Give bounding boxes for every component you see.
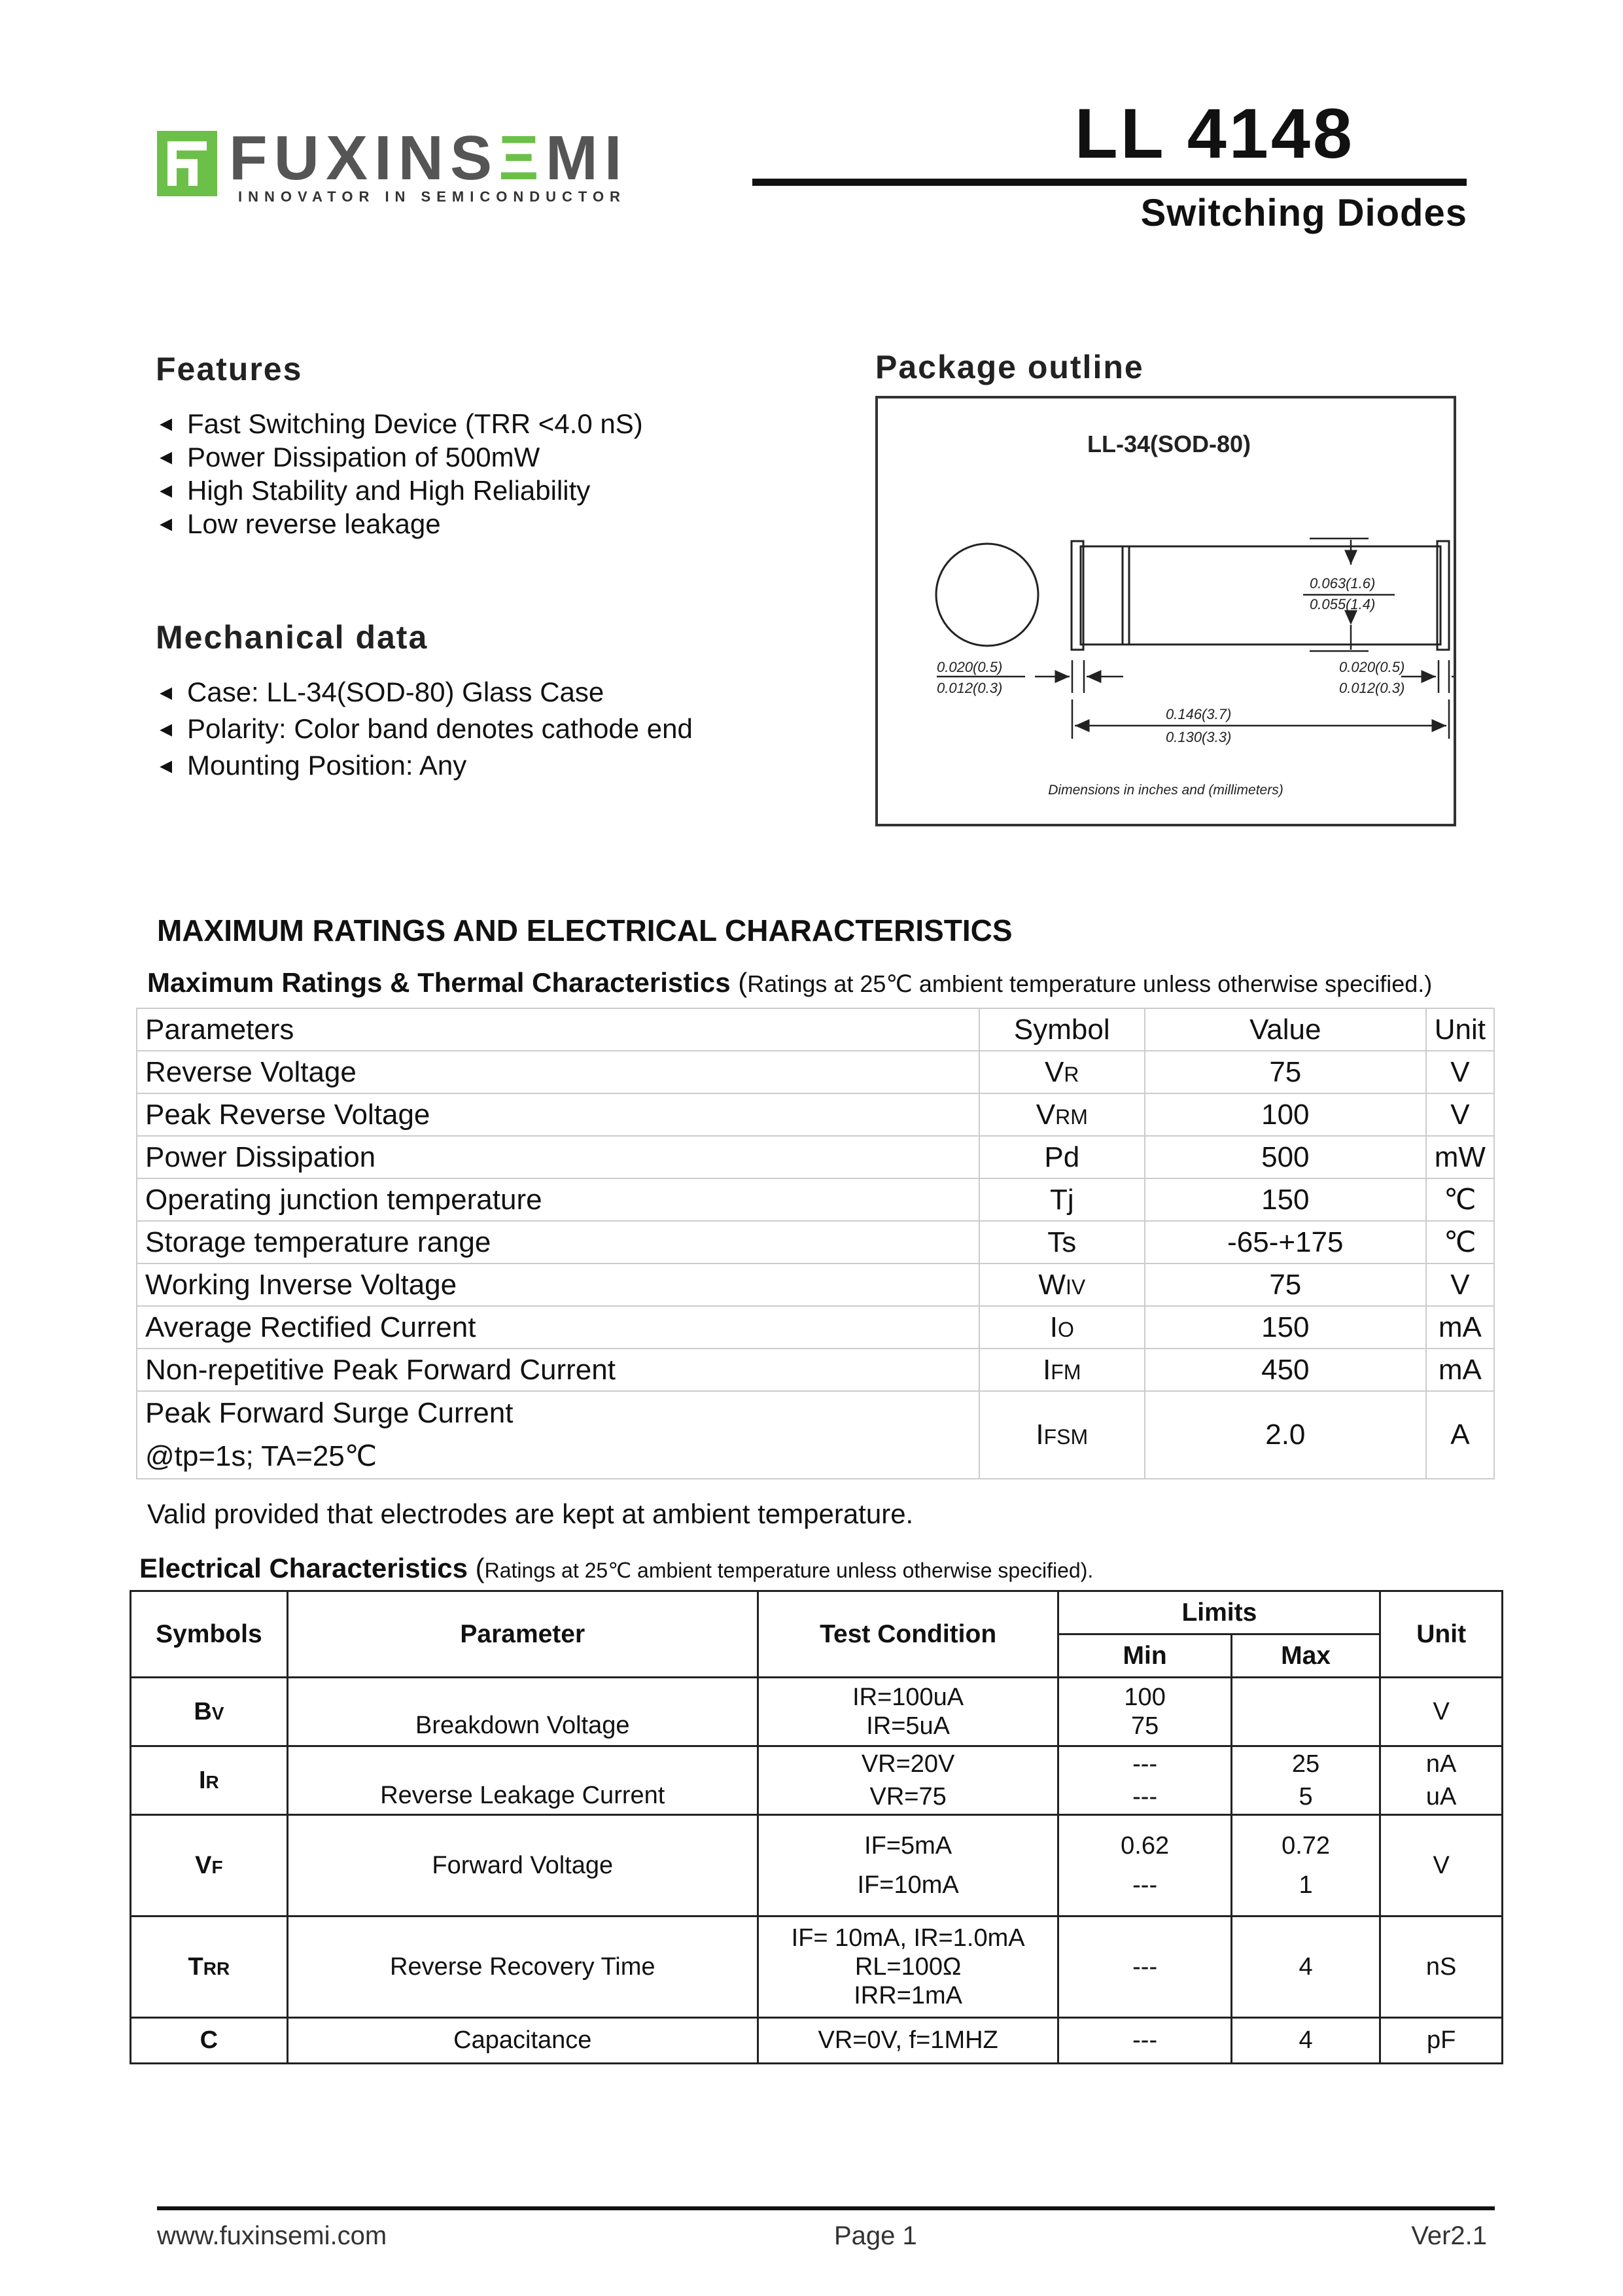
table-header-row bbox=[137, 1008, 1494, 1051]
min-cell: --- bbox=[1058, 2018, 1231, 2064]
test-cell: IF=5mA IF=10mA bbox=[758, 1815, 1058, 1916]
symbol-cell: VRM bbox=[979, 1093, 1145, 1136]
mechanical-heading: Mechanical data bbox=[156, 619, 428, 656]
header-value: Value bbox=[1145, 1008, 1426, 1051]
part-number: LL 4148 bbox=[1074, 94, 1355, 173]
unit-cell: mW bbox=[1426, 1136, 1494, 1178]
list-item: ◂ Fast Switching Device (TRR <4.0 nS) bbox=[156, 407, 643, 440]
param-cell: Reverse Recovery Time bbox=[287, 1916, 758, 2018]
unit-cell: mA bbox=[1426, 1306, 1494, 1349]
min-cell: 100 75 bbox=[1058, 1678, 1231, 1746]
fuxinsemi-logo-icon bbox=[157, 131, 217, 196]
max-cell: 4 bbox=[1231, 1916, 1380, 2018]
list-item: ◂ Power Dissipation of 500mW bbox=[156, 440, 643, 474]
list-item: ◂ High Stability and High Reliability bbox=[156, 474, 643, 507]
table-row bbox=[137, 1221, 1494, 1263]
unit-cell: V bbox=[1380, 1678, 1503, 1746]
table-row bbox=[131, 1815, 1503, 1916]
brand-name: FUXINSΞMI bbox=[229, 123, 629, 193]
package-title: LL-34(SOD-80) bbox=[1087, 431, 1251, 457]
symbol-cell: IFSM bbox=[979, 1391, 1145, 1479]
company-logo bbox=[157, 123, 713, 209]
value-cell: 150 bbox=[1145, 1306, 1426, 1349]
symbol-cell: VR bbox=[979, 1051, 1145, 1093]
param-cell: Non-repetitive Peak Forward Current bbox=[137, 1349, 979, 1391]
table-row bbox=[131, 1916, 1503, 2018]
list-item: ◂ Low reverse leakage bbox=[156, 507, 643, 540]
dimension-note: Dimensions in inches and (millimeters) bbox=[1048, 783, 1283, 798]
param-line: Peak Forward Surge Current bbox=[145, 1397, 514, 1429]
list-item: ◂ Mounting Position: Any bbox=[156, 747, 693, 784]
value-cell: 150 bbox=[1145, 1178, 1426, 1221]
table-row bbox=[131, 1678, 1503, 1746]
dim-length-max: 0.146(3.7) bbox=[1166, 706, 1232, 722]
header-symbol: Symbol bbox=[979, 1008, 1145, 1051]
symbol-cell: IO bbox=[979, 1306, 1145, 1349]
max-ratings-title: Maximum Ratings & Thermal Characteristics (Ratings at 25℃ ambient temperature unless otherwise specified.) bbox=[147, 967, 1433, 998]
dim-right-min: 0.012(0.3) bbox=[1339, 680, 1405, 696]
value-cell: -65-+175 bbox=[1145, 1221, 1426, 1263]
symbol-cell: C bbox=[131, 2018, 288, 2064]
list-item: ◂ Case: LL-34(SOD-80) Glass Case bbox=[156, 674, 693, 711]
unit-cell: ℃ bbox=[1426, 1221, 1494, 1263]
footer-version: Ver2.1 bbox=[1411, 2221, 1487, 2250]
test-cell: VR=20V VR=75 bbox=[758, 1746, 1058, 1815]
param-cell: Breakdown Voltage bbox=[287, 1678, 758, 1746]
test-cell: IR=100uA IR=5uA bbox=[758, 1678, 1058, 1746]
header-symbols: Symbols bbox=[131, 1591, 288, 1678]
document-subtitle: Switching Diodes bbox=[1140, 192, 1467, 234]
table-row bbox=[137, 1051, 1494, 1093]
unit-cell: V bbox=[1380, 1815, 1503, 1916]
table-row bbox=[137, 1391, 1494, 1479]
dim-left-max: 0.020(0.5) bbox=[937, 659, 1003, 675]
param-cell: Peak Reverse Voltage bbox=[137, 1093, 979, 1136]
table-row bbox=[137, 1178, 1494, 1221]
table-row bbox=[137, 1306, 1494, 1349]
header-min: Min bbox=[1058, 1634, 1231, 1678]
table-row bbox=[137, 1093, 1494, 1136]
param-cell: Operating junction temperature bbox=[137, 1178, 979, 1221]
dim-right-max: 0.020(0.5) bbox=[1339, 659, 1405, 675]
unit-cell: nS bbox=[1380, 1916, 1503, 2018]
table-header-row bbox=[131, 1591, 1503, 1634]
electrical-title: Electrical Characteristics (Ratings at 25℃ ambient temperature unless otherwise specified). bbox=[139, 1553, 1094, 1583]
symbol-cell: Ts bbox=[979, 1221, 1145, 1263]
features-heading: Features bbox=[156, 351, 303, 387]
test-cell: IF= 10mA, IR=1.0mA RL=100Ω IRR=1mA bbox=[758, 1916, 1058, 2018]
right-cap-dimension bbox=[1401, 660, 1454, 693]
dim-left-min: 0.012(0.3) bbox=[937, 680, 1003, 696]
diode-end-view bbox=[936, 544, 1038, 646]
unit-cell: V bbox=[1426, 1051, 1494, 1093]
value-cell: 100 bbox=[1145, 1093, 1426, 1136]
symbol-cell: Tj bbox=[979, 1178, 1145, 1221]
symbol-cell: IFM bbox=[979, 1349, 1145, 1391]
param-cell: Forward Voltage bbox=[287, 1815, 758, 1916]
footer-page-number: Page 1 bbox=[834, 2221, 917, 2250]
value-cell: 75 bbox=[1145, 1263, 1426, 1306]
symbol-cell: BV bbox=[131, 1678, 288, 1746]
param-cell: Working Inverse Voltage bbox=[137, 1263, 979, 1306]
value-cell: 2.0 bbox=[1145, 1391, 1426, 1479]
min-cell: --- --- bbox=[1058, 1746, 1231, 1815]
symbol-cell: WIV bbox=[979, 1263, 1145, 1306]
footer-website[interactable]: www.fuxinsemi.com bbox=[157, 2221, 387, 2250]
unit-cell: V bbox=[1426, 1093, 1494, 1136]
section-title: MAXIMUM RATINGS AND ELECTRICAL CHARACTERISTICS bbox=[157, 913, 1013, 947]
mechanical-list bbox=[156, 674, 693, 784]
min-cell: 0.62 --- bbox=[1058, 1815, 1231, 1916]
footer-rule bbox=[157, 2206, 1495, 2210]
header-parameter: Parameter bbox=[287, 1591, 758, 1678]
max-ratings-table bbox=[136, 1008, 1495, 1479]
dim-height-min: 0.055(1.4) bbox=[1310, 596, 1376, 612]
ratings-note: Valid provided that electrodes are kept at ambient temperature. bbox=[147, 1498, 914, 1529]
dim-height-max: 0.063(1.6) bbox=[1310, 575, 1376, 592]
header-unit: Unit bbox=[1426, 1008, 1494, 1051]
symbol-cell: TRR bbox=[131, 1916, 288, 2018]
param-cell: Average Rectified Current bbox=[137, 1306, 979, 1349]
header-parameters: Parameters bbox=[137, 1008, 979, 1051]
param-cell: Power Dissipation bbox=[137, 1136, 979, 1178]
table-row bbox=[137, 1263, 1494, 1306]
header-unit: Unit bbox=[1380, 1591, 1503, 1678]
param-cell: Capacitance bbox=[287, 2018, 758, 2064]
unit-cell: pF bbox=[1380, 2018, 1503, 2064]
unit-cell: mA bbox=[1426, 1349, 1494, 1391]
max-cell bbox=[1231, 1678, 1380, 1746]
max-cell: 0.72 1 bbox=[1231, 1815, 1380, 1916]
list-item: ◂ Polarity: Color band denotes cathode end bbox=[156, 711, 693, 747]
value-cell: 75 bbox=[1145, 1051, 1426, 1093]
table-row bbox=[137, 1136, 1494, 1178]
param-cell bbox=[137, 1391, 979, 1479]
unit-cell: ℃ bbox=[1426, 1178, 1494, 1221]
table-row bbox=[137, 1349, 1494, 1391]
header-rule bbox=[752, 179, 1467, 186]
param-cell: Storage temperature range bbox=[137, 1221, 979, 1263]
symbol-cell: Pd bbox=[979, 1136, 1145, 1178]
height-dimension bbox=[1303, 539, 1454, 651]
unit-cell: nA uA bbox=[1380, 1746, 1503, 1815]
unit-cell: V bbox=[1426, 1263, 1494, 1306]
param-line: @tp=1s; TA=25℃ bbox=[145, 1440, 377, 1472]
package-heading: Package outline bbox=[875, 349, 1144, 385]
param-cell: Reverse Leakage Current bbox=[287, 1746, 758, 1815]
header-test-condition: Test Condition bbox=[758, 1591, 1058, 1678]
table-row bbox=[131, 1746, 1503, 1815]
max-cell: 25 5 bbox=[1231, 1746, 1380, 1815]
value-cell: 500 bbox=[1145, 1136, 1426, 1178]
brand-tagline: INNOVATOR IN SEMICONDUCTOR bbox=[238, 188, 626, 205]
symbol-cell: VF bbox=[131, 1815, 288, 1916]
unit-cell: A bbox=[1426, 1391, 1494, 1479]
min-cell: --- bbox=[1058, 1916, 1231, 2018]
header-max: Max bbox=[1231, 1634, 1380, 1678]
dim-length-min: 0.130(3.3) bbox=[1166, 729, 1232, 745]
features-list bbox=[156, 407, 643, 540]
param-cell: Reverse Voltage bbox=[137, 1051, 979, 1093]
table-row bbox=[131, 2018, 1503, 2064]
electrical-table bbox=[130, 1590, 1503, 2064]
length-dimension bbox=[1072, 699, 1449, 739]
max-cell: 4 bbox=[1231, 2018, 1380, 2064]
package-outline-box bbox=[875, 396, 1456, 826]
symbol-cell: IR bbox=[131, 1746, 288, 1815]
package-drawing bbox=[878, 398, 1454, 824]
header-limits: Limits bbox=[1058, 1591, 1380, 1634]
value-cell: 450 bbox=[1145, 1349, 1426, 1391]
test-cell: VR=0V, f=1MHZ bbox=[758, 2018, 1058, 2064]
